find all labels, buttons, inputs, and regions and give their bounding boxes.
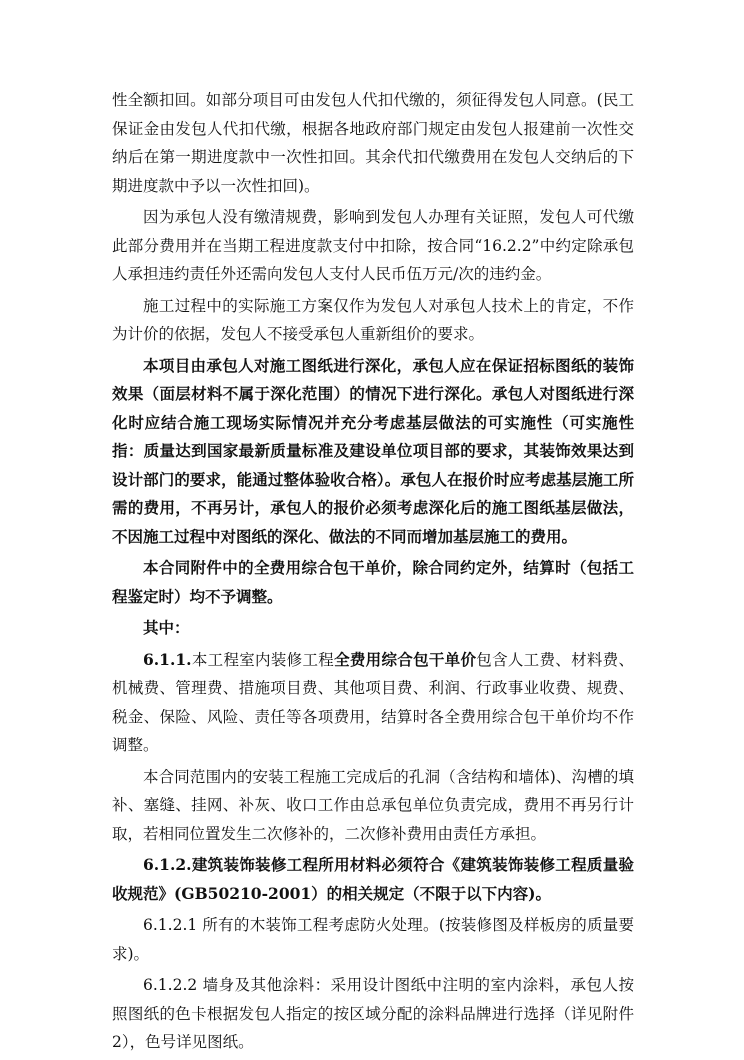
paragraph-drawing-deepening: 本项目由承包人对施工图纸进行深化，承包人应在保证招标图纸的装饰效果（面层材料不属于深化范围）的情况下进行深化。承包人对图纸进行深化时应结合施工现场实际情况并充分考虑基层做法的可实施性（可实施性指：质量达到国家最新质量标准及建设单位项目部的要求，其装饰效果达到设计部门的要求，能通过整体验收合格）。承包人在报价时应考虑基层施工所需的费用，不再另计，承包人的报价必须考虑深化后的施工图纸基层做法，不因施工过程中对图纸的深化、做法的不同而增加基层施工的费用。 [112, 355, 634, 546]
clause-6-1-1-bold-term: 全费用综合包干单价 [334, 649, 477, 669]
paragraph-installation-repair: 本合同范围内的安装工程施工完成后的孔洞（含结构和墙体)、沟槽的填补、塞缝、挂网、补灰、收口工作由总承包单位负责完成，费用不再另行计取，若相同位置发生二次修补的，二次修补费用由责任方承担。 [112, 767, 634, 843]
paragraph-6-1-2-1: 6.1.2.1 所有的木装饰工程考虑防火处理。(按装修图及样板房的质量要求)。 [112, 916, 634, 963]
paragraph-retention-refund: 性全额扣回。如部分项目可由发包人代扣代缴的，须征得发包人同意。(民工保证金由发包人代扣代缴，根据各地政府部门规定由发包人报建前一次性交纳后在第一期进度款中一次性扣回。其余代扣代缴费用在发包人交纳后的下期进度款中予以一次性扣回)。 [112, 91, 634, 195]
clause-6-1-1-body: 包含人工费、材料费、机械费、管理费、措施项目费、其他项目费、利润、行政事业收费、规费、税金、保险、风险、责任等各项费用，结算时各全费用综合包干单价均不作调整。 [112, 650, 634, 754]
paragraph-among-them: 其中： [143, 618, 190, 637]
clause-6-1-1-lead: 本工程室内装修工程 [191, 650, 335, 669]
paragraph-unpaid-fees: 因为承包人没有缴清规费，影响到发包人办理有关证照，发包人可代缴此部分费用并在当期工程进度款支付中扣除，按合同“16.2.2”中约定除承包人承担违约责任外还需向发包人支付人民币伍万元/次的违约金。 [112, 208, 634, 283]
paragraph-6-1-2-2: 6.1.2.2 墙身及其他涂料：采用设计图纸中注明的室内涂料，承包人按照图纸的色卡根据发包人指定的按区域分配的涂料品牌进行选择（详见附件 2），色号详见图纸。 [112, 976, 634, 1051]
document-body [112, 86, 634, 1060]
clause-number-6-1-1: 6.1.1. [143, 649, 192, 669]
paragraph-6-1-2: 6.1.2.建筑装饰装修工程所用材料必须符合《建筑装饰装修工程质量验收规范》(GB50210-2001）的相关规定（不限于以下内容)。 [112, 855, 634, 903]
paragraph-unit-price-adjustment: 本合同附件中的全费用综合包干单价，除合同约定外，结算时（包括工程鉴定时）均不予调整。 [112, 558, 634, 606]
paragraph-construction-plan: 施工过程中的实际施工方案仅作为发包人对承包人技术上的肯定，不作为计价的依据，发包人不接受承包人重新组价的要求。 [112, 296, 634, 343]
paragraph-6-1-1 [112, 646, 634, 760]
